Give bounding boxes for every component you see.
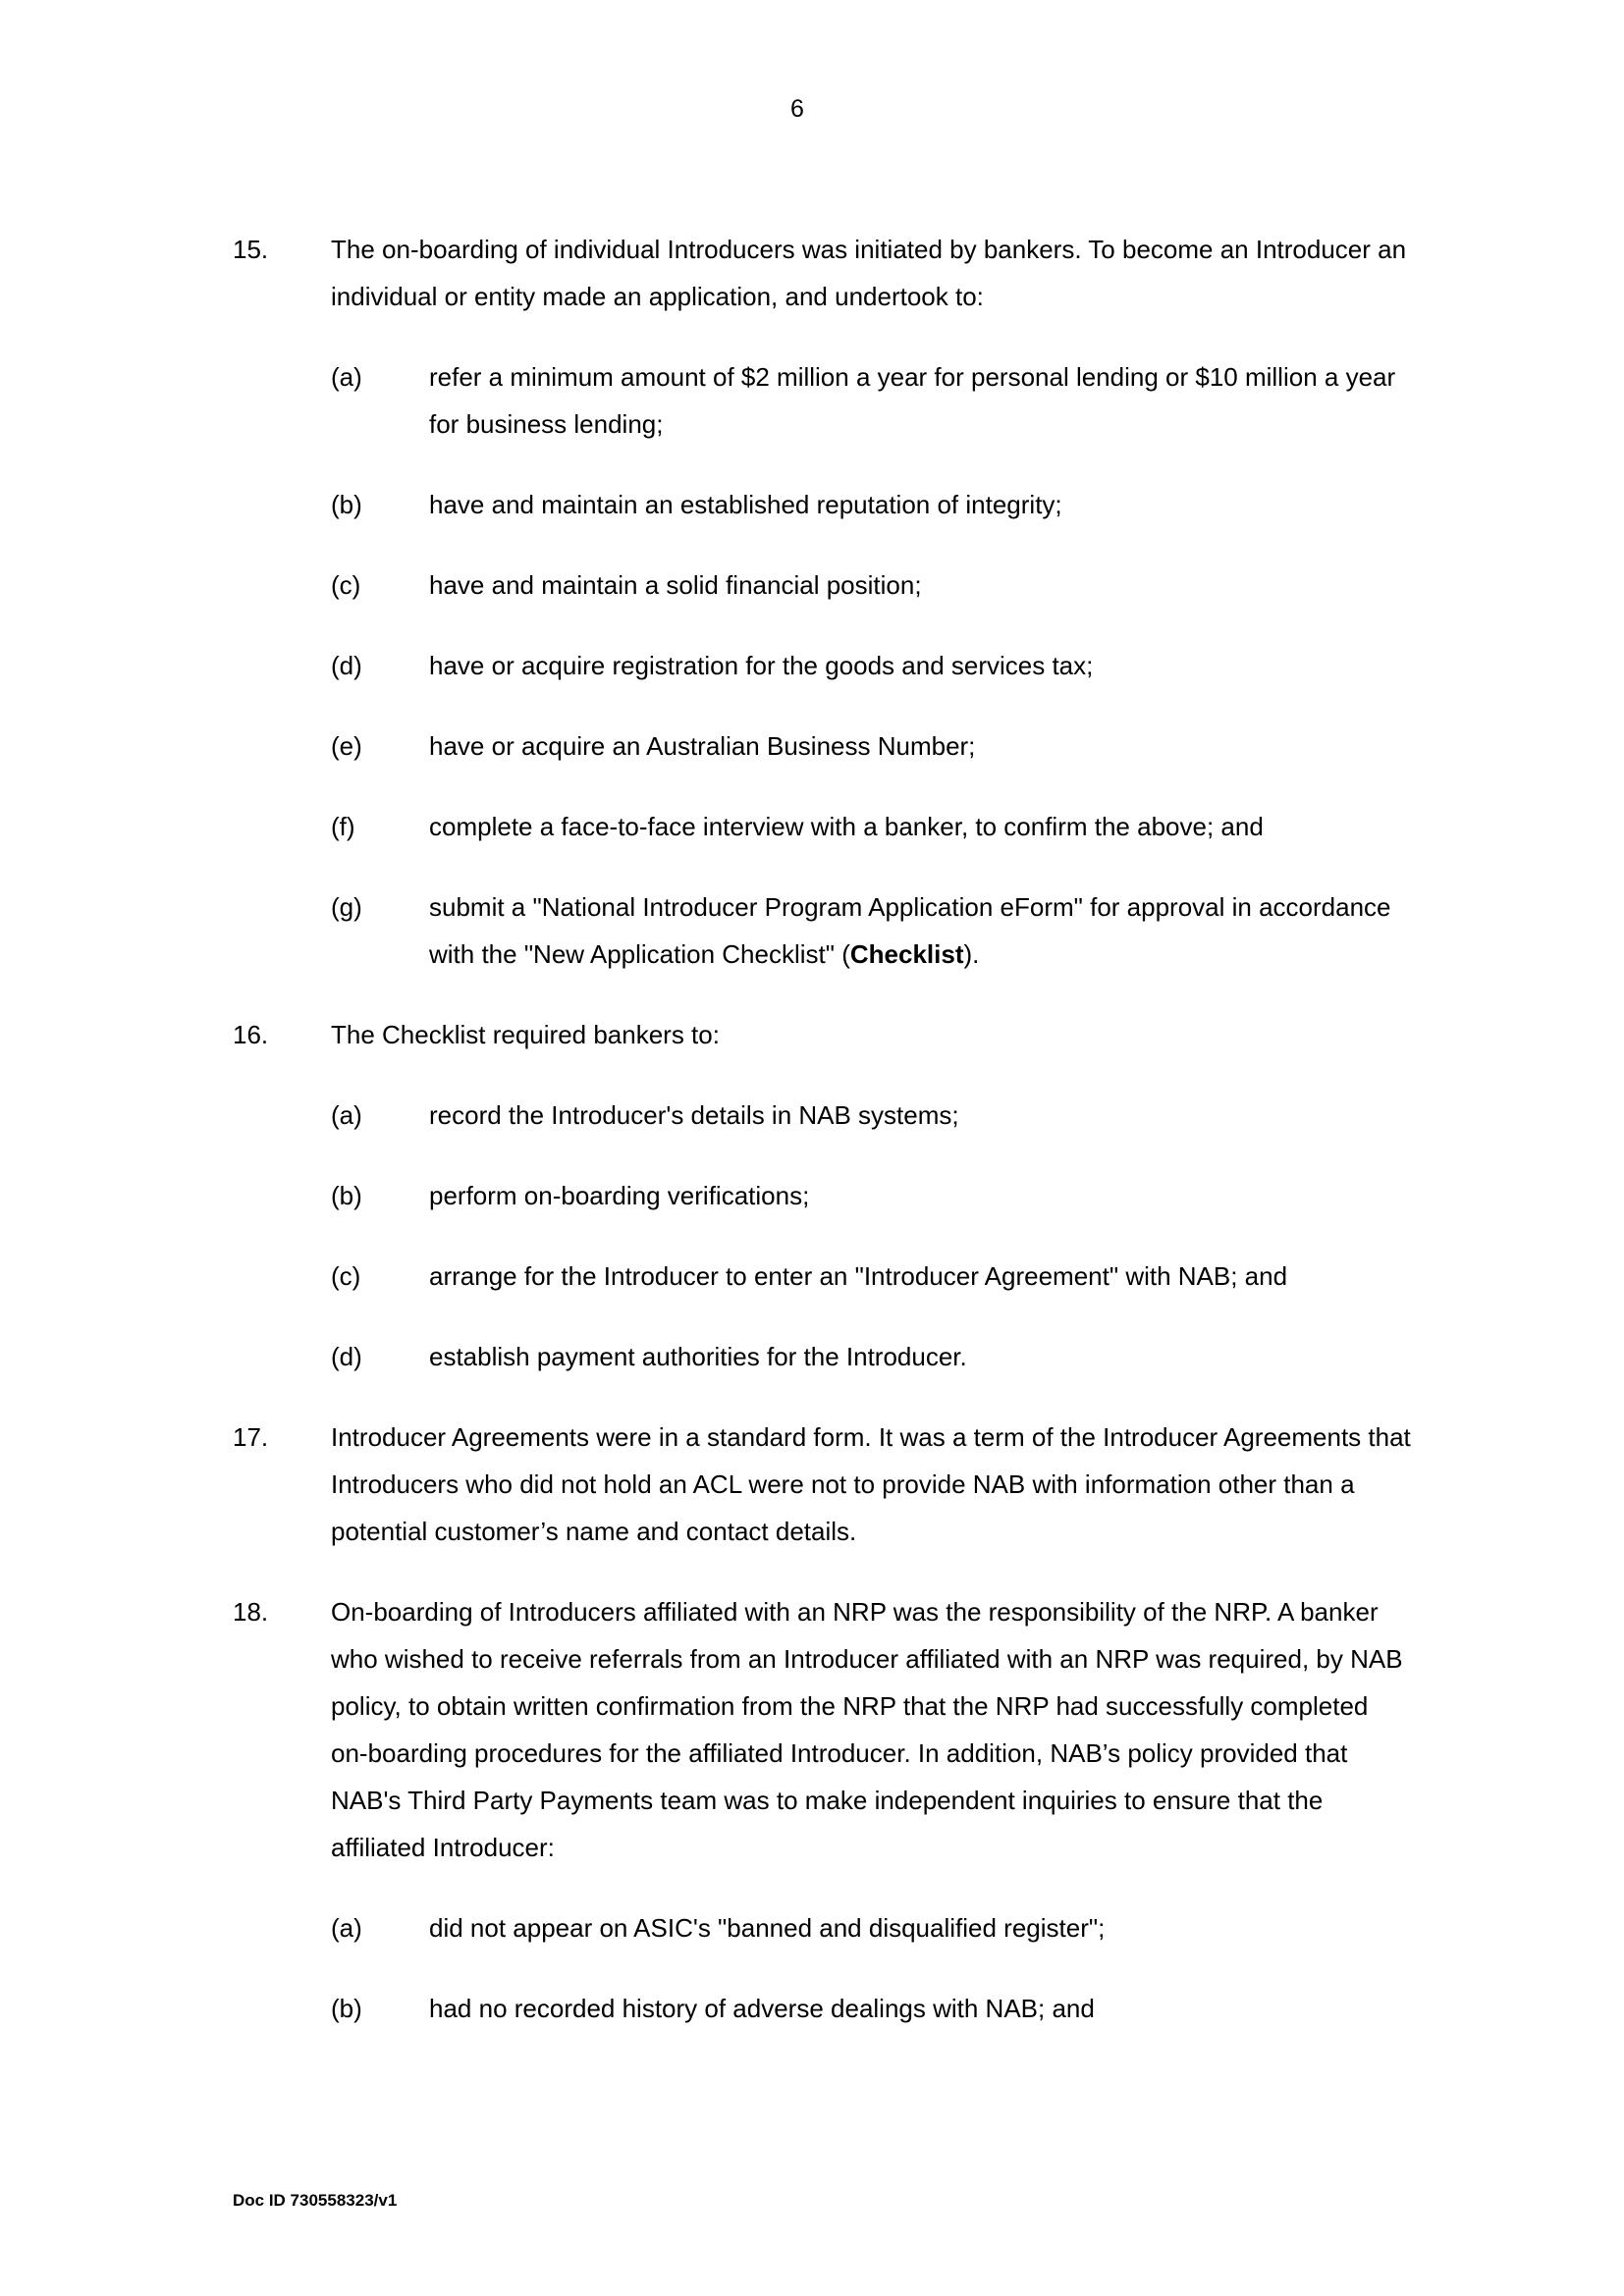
list-item-text: refer a minimum amount of $2 million a year for personal lending or $10 million a year for business lending; [429, 362, 1396, 439]
paragraph-number: 17. [233, 1422, 269, 1452]
paragraph-15 [233, 226, 1411, 978]
list-item [331, 1904, 1411, 1951]
list-item [331, 353, 1411, 448]
paragraph-text: On-boarding of Introducers affiliated with an NRP was the responsibility of the NRP. A banker who wished to receive referrals from an Introducer affiliated with an NRP was required, by NAB policy, to obtain written confirmation from the NRP that the NRP had successfully completed on-boarding procedures for the affiliated Introducer. In addition, NAB’s policy provided that NAB's Third Party Payments team was to make independent inquiries to ensure that the affiliated Introducer: [331, 1597, 1403, 1862]
list-item [331, 722, 1411, 770]
list-item [331, 1985, 1411, 2032]
list-item [331, 883, 1411, 978]
list-item [331, 803, 1411, 850]
list-item-label: (d) [331, 651, 362, 680]
list-item-text: establish payment authorities for the Introducer. [429, 1342, 967, 1371]
paragraph-number: 18. [233, 1597, 269, 1627]
paragraph-number: 16. [233, 1020, 269, 1049]
paragraph-number: 15. [233, 235, 269, 264]
list-item-text-before: submit a "National Introducer Program Application eForm" for approval in accordance with the "New Application Checklist" ( [429, 892, 1391, 969]
paragraph-18 [233, 1588, 1411, 2032]
document-id-footer: Doc ID 730558323/v1 [233, 2191, 398, 2210]
document-body [233, 226, 1411, 2065]
list-item-label: (a) [331, 362, 362, 392]
list-item-label: (e) [331, 731, 362, 761]
list-item-label: (b) [331, 490, 362, 519]
list-item-label: (g) [331, 892, 362, 922]
list-item-text: have and maintain an established reputation of integrity; [429, 490, 1062, 519]
paragraph-17 [233, 1414, 1411, 1555]
list-item-label: (a) [331, 1913, 362, 1943]
list-item-text: complete a face-to-face interview with a banker, to confirm the above; and [429, 812, 1264, 841]
sub-list [331, 1092, 1411, 1380]
list-item-text: perform on-boarding verifications; [429, 1181, 810, 1210]
page-number: 6 [790, 95, 804, 123]
list-item-label: (c) [331, 570, 361, 600]
list-item-text: did not appear on ASIC's "banned and disqualified register"; [429, 1913, 1106, 1943]
sub-list [331, 353, 1411, 978]
defined-term: Checklist [849, 939, 964, 969]
paragraph-text: The on-boarding of individual Introducers was initiated by bankers. To become an Introducer an individual or entity made an application, and undertook to: [331, 235, 1407, 311]
sub-list [331, 1904, 1411, 2032]
list-item-text: arrange for the Introducer to enter an "Introducer Agreement" with NAB; and [429, 1261, 1288, 1291]
list-item-text [429, 892, 1391, 969]
list-item-text: have or acquire an Australian Business Number; [429, 731, 976, 761]
list-item-text: have and maintain a solid financial position; [429, 570, 922, 600]
list-item [331, 1172, 1411, 1219]
paragraph-16 [233, 1011, 1411, 1380]
list-item-text-after: ). [963, 939, 980, 969]
list-item-text: had no recorded history of adverse dealings with NAB; and [429, 1994, 1095, 2023]
list-item-label: (d) [331, 1342, 362, 1371]
list-item-label: (c) [331, 1261, 361, 1291]
list-item-text: have or acquire registration for the goods and services tax; [429, 651, 1094, 680]
list-item-label: (f) [331, 812, 355, 841]
list-item [331, 642, 1411, 689]
list-item-label: (b) [331, 1181, 362, 1210]
list-item-text: record the Introducer's details in NAB systems; [429, 1100, 959, 1130]
paragraph-text: Introducer Agreements were in a standard form. It was a term of the Introducer Agreements that Introducers who did not hold an ACL were not to provide NAB with information other than a potential customer’s name and contact details. [331, 1422, 1411, 1546]
paragraph-text: The Checklist required bankers to: [331, 1020, 720, 1049]
list-item [331, 561, 1411, 609]
list-item [331, 481, 1411, 528]
list-item [331, 1092, 1411, 1139]
list-item-label: (a) [331, 1100, 362, 1130]
list-item [331, 1253, 1411, 1300]
list-item-label: (b) [331, 1994, 362, 2023]
list-item [331, 1333, 1411, 1380]
